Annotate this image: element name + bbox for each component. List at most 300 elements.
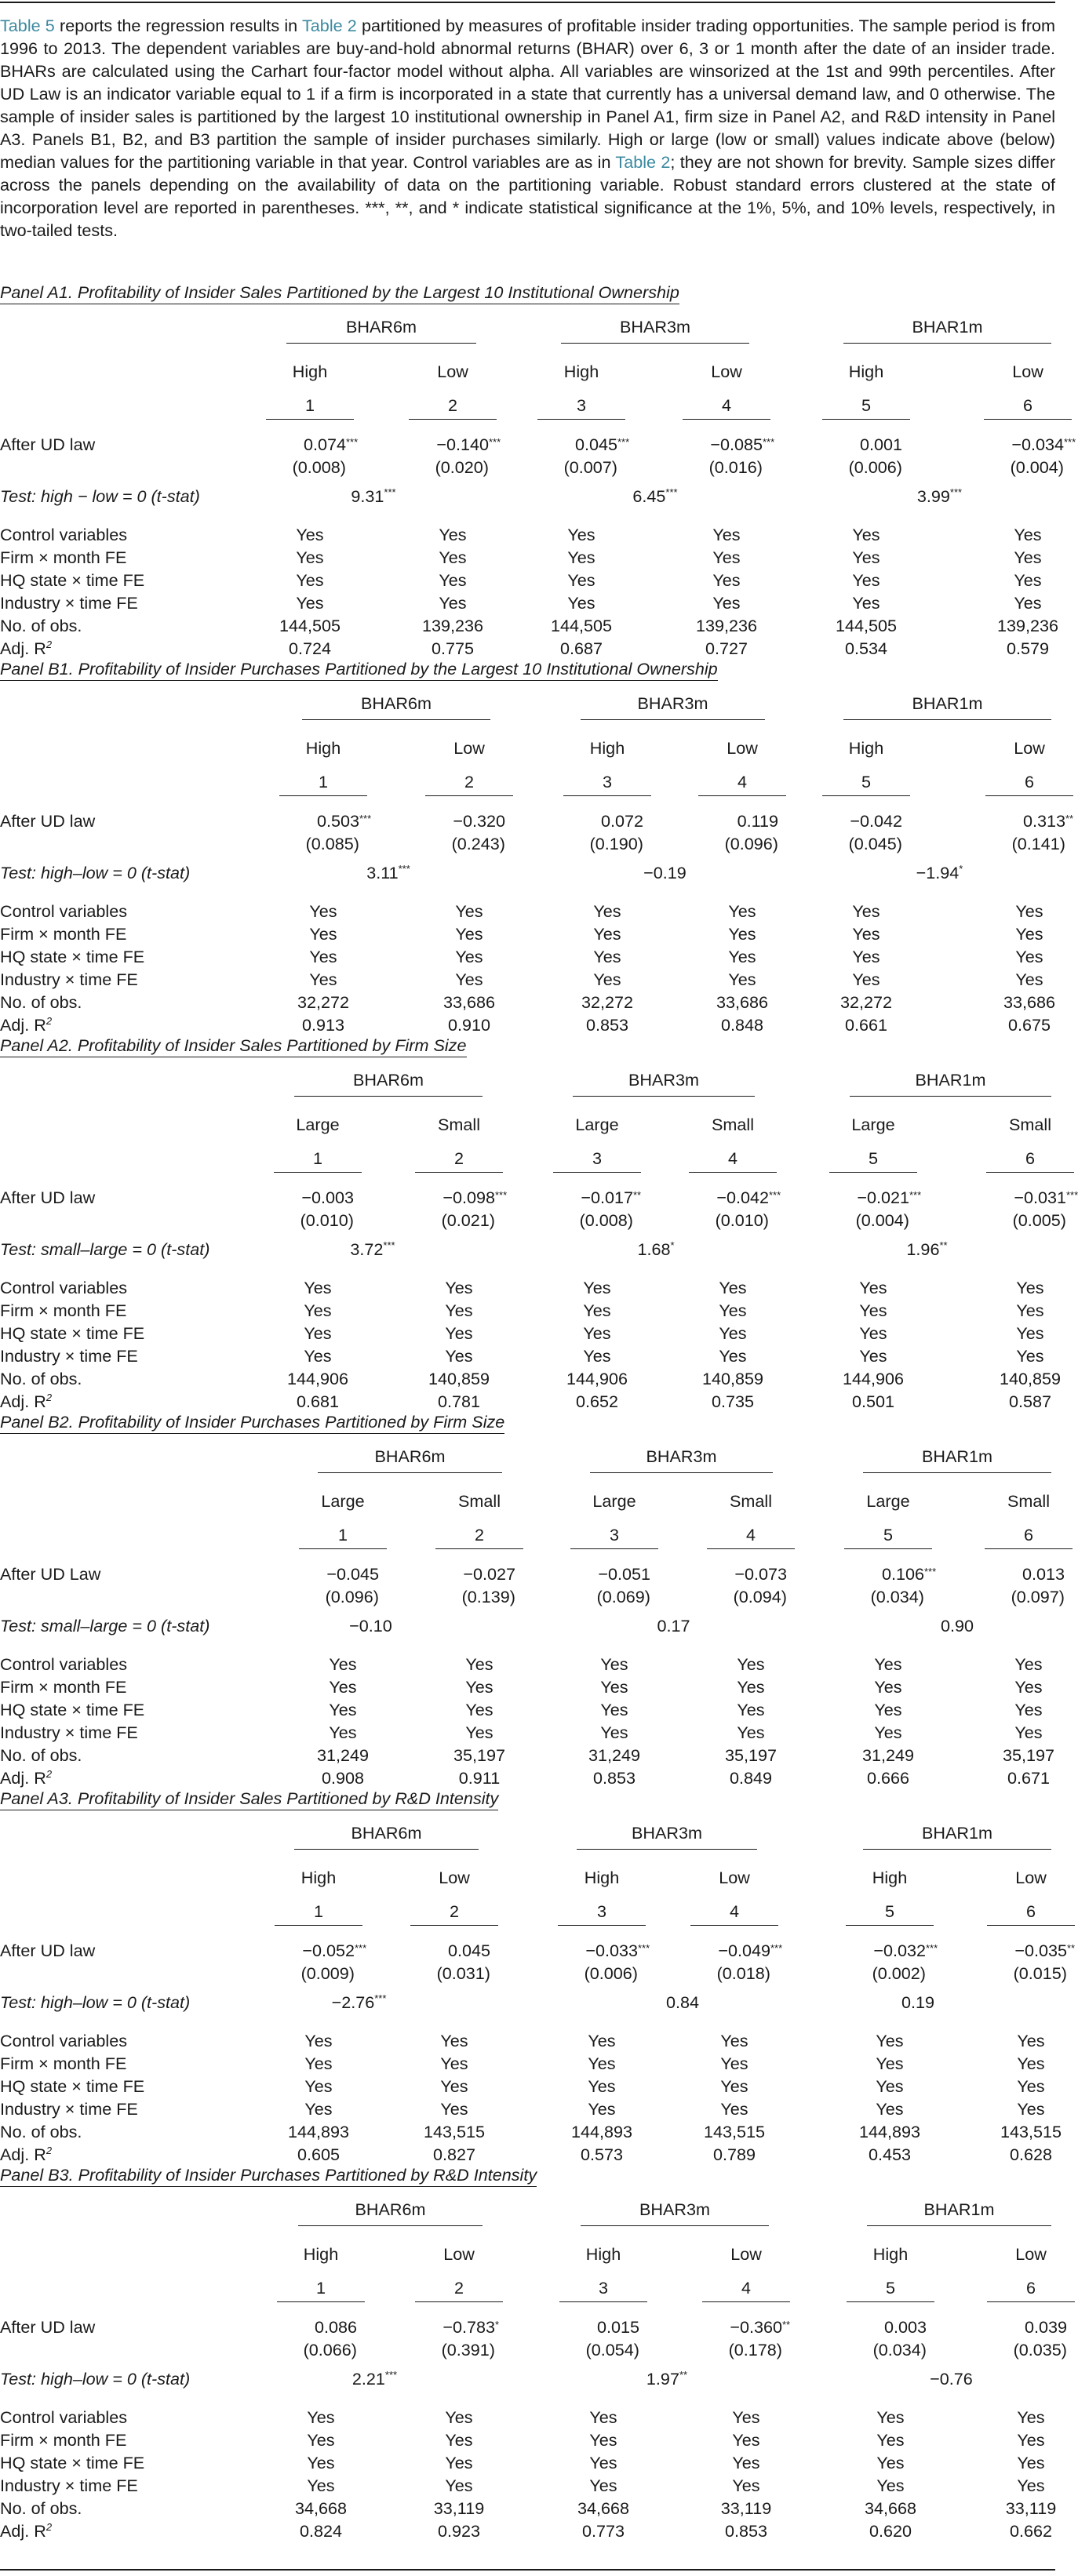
test-significance-stars: *** xyxy=(383,1239,395,1251)
column-number-rule xyxy=(274,1172,362,1173)
column-subheader: High xyxy=(584,1868,620,1887)
coefficient-value: −0.073 xyxy=(734,1564,787,1584)
row-label: HQ state × time FE xyxy=(0,2453,145,2472)
coefficient-value: 0.074 xyxy=(303,435,346,454)
coefficient-cell: −0.042 *** xyxy=(716,1188,781,1207)
group-rule xyxy=(294,1849,479,1850)
coefficient-cell xyxy=(597,2317,639,2338)
column-number-rule xyxy=(987,2301,1075,2302)
coefficient-cell: −0.033 *** xyxy=(585,1941,650,1960)
row-label xyxy=(0,2521,52,2541)
coefficient-cell xyxy=(860,435,902,455)
observations-cell: 144,505 xyxy=(550,616,613,635)
yes-cell: Yes xyxy=(567,525,595,544)
yes-cell: Yes xyxy=(874,1723,902,1742)
test-statistic xyxy=(646,2369,687,2389)
coefficient-cell: −0.052 *** xyxy=(302,1941,367,1960)
column-group-header: BHAR3m xyxy=(637,693,708,713)
coefficient-value: −0.051 xyxy=(598,1564,650,1584)
test-statistic-value: 3.72 xyxy=(350,1239,384,1259)
coefficient-value: −0.360 xyxy=(730,2317,782,2337)
row-label: Industry × time FE xyxy=(0,2476,138,2495)
standard-error-cell: (0.005) xyxy=(1012,1210,1066,1230)
yes-cell: Yes xyxy=(1015,901,1043,921)
test-statistic xyxy=(657,1616,690,1636)
column-number: 6 xyxy=(1024,772,1035,791)
yes-cell: Yes xyxy=(1014,1677,1043,1697)
group-rule xyxy=(863,1849,1051,1850)
test-statistic-value: −0.76 xyxy=(930,2369,973,2389)
adj-r2-cell: 0.773 xyxy=(581,2521,625,2541)
adj-r2-cell: 0.910 xyxy=(447,1015,491,1035)
observations-cell: 143,515 xyxy=(703,2122,766,2141)
r2-superscript: 2 xyxy=(46,1014,53,1027)
observations-cell: 32,272 xyxy=(297,992,350,1012)
group-rule xyxy=(843,343,1051,344)
column-number-rule xyxy=(702,2301,790,2302)
observations-cell: 33,119 xyxy=(720,2498,772,2518)
column-number: 5 xyxy=(861,395,872,415)
yes-cell: Yes xyxy=(304,1278,332,1297)
row-label: Control variables xyxy=(0,2031,128,2050)
yes-cell: Yes xyxy=(1017,2099,1045,2119)
yes-cell: Yes xyxy=(588,2099,616,2119)
column-subheader: Low xyxy=(443,2244,475,2264)
column-subheader: Low xyxy=(1012,362,1043,381)
test-label: Test: high–low = 0 (t-stat) xyxy=(0,863,191,882)
coefficient-value: 0.313 xyxy=(1022,811,1065,831)
column-number: 4 xyxy=(737,772,748,791)
yes-cell: Yes xyxy=(307,2476,335,2495)
coefficient-value: 0.003 xyxy=(883,2317,927,2337)
r2-superscript: 2 xyxy=(46,1391,53,1403)
observations-cell: 33,686 xyxy=(442,992,496,1012)
test-statistic-value: 0.84 xyxy=(665,1992,700,2012)
coefficient-cell xyxy=(463,1564,515,1585)
column-number-rule xyxy=(266,419,354,420)
observations-cell: 144,906 xyxy=(566,1369,628,1388)
table2-link[interactable]: Table 2 xyxy=(615,152,671,172)
coefficient-value: −0.085 xyxy=(710,435,763,454)
test-label: Test: small–large = 0 (t-stat) xyxy=(0,1616,210,1635)
row-label: HQ state × time FE xyxy=(0,1323,145,1343)
column-subheader: High xyxy=(563,362,599,381)
adj-r2-cell: 0.661 xyxy=(844,1015,888,1035)
adj-r2-cell: 0.789 xyxy=(712,2145,756,2164)
column-number: 6 xyxy=(1025,2278,1036,2298)
yes-cell: Yes xyxy=(465,1723,493,1742)
yes-cell: Yes xyxy=(593,901,621,921)
variable-label: After UD Law xyxy=(0,1564,101,1584)
r2-superscript: 2 xyxy=(46,2144,53,2156)
standard-error-cell: (0.054) xyxy=(585,2340,639,2360)
coefficient-cell xyxy=(301,1188,354,1208)
test-statistic-value: 3.99 xyxy=(916,486,950,506)
coefficient-value: −0.032 xyxy=(873,1941,926,1960)
standard-error-cell: (0.008) xyxy=(579,1210,633,1230)
coefficient-cell xyxy=(884,2317,927,2338)
column-number: 2 xyxy=(449,1901,460,1921)
yes-cell: Yes xyxy=(309,970,337,989)
top-rule xyxy=(0,2,1055,3)
coefficient-cell xyxy=(1025,2317,1067,2338)
column-number-rule xyxy=(435,1548,523,1549)
yes-cell: Yes xyxy=(876,2076,904,2096)
table-caption xyxy=(0,14,1055,242)
yes-cell: Yes xyxy=(296,548,324,567)
column-subheader: Low xyxy=(453,738,485,758)
adj-r2-cell: 0.853 xyxy=(592,1768,636,1788)
column-number-rule xyxy=(415,1172,503,1173)
variable-label: After UD law xyxy=(0,435,96,454)
row-label: Control variables xyxy=(0,1278,128,1297)
row-label: No. of obs. xyxy=(0,2122,82,2141)
column-number: 4 xyxy=(727,1148,738,1168)
test-significance-stars: *** xyxy=(665,486,678,498)
coefficient-value: −0.783 xyxy=(442,2317,495,2337)
standard-error-cell: (0.045) xyxy=(848,834,902,853)
standard-error-cell: (0.009) xyxy=(300,1963,355,1983)
column-number-rule xyxy=(277,2301,365,2302)
test-statistic-value: 0.90 xyxy=(940,1616,974,1635)
row-label: Firm × month FE xyxy=(0,1301,127,1320)
yes-cell: Yes xyxy=(455,924,483,944)
adj-r2-label: Adj. R xyxy=(0,1768,46,1788)
yes-cell: Yes xyxy=(876,2407,905,2427)
yes-cell: Yes xyxy=(304,2031,333,2050)
test-statistic-value: −1.94 xyxy=(916,863,960,882)
column-subheader: Low xyxy=(437,362,468,381)
column-subheader: Small xyxy=(1007,1491,1050,1511)
yes-cell: Yes xyxy=(309,947,337,966)
yes-cell: Yes xyxy=(720,2031,748,2050)
yes-cell: Yes xyxy=(329,1677,357,1697)
column-subheader: Large xyxy=(575,1115,619,1134)
column-group-header: BHAR1m xyxy=(922,1446,992,1466)
group-rule xyxy=(867,2225,1051,2226)
column-number: 4 xyxy=(741,2278,752,2298)
coefficient-cell: −0.031 *** xyxy=(1014,1188,1078,1207)
yes-cell: Yes xyxy=(465,1700,493,1719)
standard-error-cell: (0.097) xyxy=(1011,1587,1065,1606)
coefficient-value: −0.033 xyxy=(585,1941,638,1960)
column-subheader: High xyxy=(303,2244,339,2264)
coefficient-cell xyxy=(737,811,778,831)
group-rule xyxy=(294,1096,483,1097)
test-statistic xyxy=(901,1992,934,2013)
column-number-rule xyxy=(689,1172,777,1173)
yes-cell: Yes xyxy=(583,1346,611,1366)
yes-cell: Yes xyxy=(567,570,595,590)
yes-cell: Yes xyxy=(859,1301,887,1320)
standard-error-cell: (0.007) xyxy=(563,457,617,477)
column-subheader: High xyxy=(292,362,328,381)
standard-error-cell: (0.141) xyxy=(1011,834,1065,853)
variable-label: After UD law xyxy=(0,2317,96,2337)
yes-cell: Yes xyxy=(583,1301,611,1320)
standard-error-cell: (0.190) xyxy=(589,834,643,853)
standard-error-cell: (0.094) xyxy=(733,1587,787,1606)
column-number: 5 xyxy=(883,1525,894,1545)
standard-error-cell: (0.008) xyxy=(292,457,346,477)
coefficient-value: 0.106 xyxy=(881,1564,924,1584)
column-number-rule xyxy=(985,795,1073,796)
observations-cell: 144,906 xyxy=(842,1369,905,1388)
adj-r2-label: Adj. R xyxy=(0,2145,46,2164)
yes-cell: Yes xyxy=(296,570,324,590)
test-statistic xyxy=(351,486,395,507)
adj-r2-cell: 0.671 xyxy=(1007,1768,1051,1788)
table2-link[interactable]: Table 2 xyxy=(302,16,357,35)
yes-cell: Yes xyxy=(589,2430,617,2450)
standard-error-cell: (0.391) xyxy=(441,2340,495,2360)
column-subheader: Small xyxy=(1009,1115,1051,1134)
group-rule xyxy=(850,1096,1051,1097)
column-subheader: Low xyxy=(727,738,758,758)
yes-cell: Yes xyxy=(874,1677,902,1697)
adj-r2-cell: 0.652 xyxy=(575,1392,619,1411)
column-group-header: BHAR1m xyxy=(915,1070,986,1090)
coefficient-value: −0.035 xyxy=(1014,1941,1067,1960)
coefficient-cell: 0.313 ** xyxy=(1022,811,1074,831)
panel-title: Panel A1. Profitability of Insider Sales Partitioned by the Largest 10 Institutional Ownership xyxy=(0,282,679,304)
observations-cell: 33,686 xyxy=(716,992,769,1012)
column-number: 3 xyxy=(592,1148,603,1168)
adj-r2-cell: 0.662 xyxy=(1009,2521,1053,2541)
test-significance-stars: *** xyxy=(949,486,963,498)
row-label xyxy=(0,1768,52,1788)
column-number-rule xyxy=(690,1925,778,1926)
adj-r2-cell: 0.913 xyxy=(301,1015,345,1035)
yes-cell: Yes xyxy=(859,1346,887,1366)
standard-error-cell: (0.085) xyxy=(305,834,359,853)
yes-cell: Yes xyxy=(720,2054,748,2073)
column-number-rule xyxy=(846,1925,934,1926)
standard-error-cell: (0.006) xyxy=(584,1963,638,1983)
yes-cell: Yes xyxy=(732,2453,760,2472)
coefficient-value: −0.027 xyxy=(463,1564,515,1584)
standard-error-cell: (0.020) xyxy=(435,457,489,477)
column-subheader: Large xyxy=(296,1115,340,1134)
column-number: 4 xyxy=(729,1901,740,1921)
observations-cell: 33,119 xyxy=(433,2498,485,2518)
yes-cell: Yes xyxy=(874,1654,902,1674)
yes-cell: Yes xyxy=(309,901,337,921)
observations-cell: 140,859 xyxy=(428,1369,490,1388)
yes-cell: Yes xyxy=(1017,2430,1045,2450)
group-rule xyxy=(286,343,476,344)
column-number-rule xyxy=(563,795,651,796)
yes-cell: Yes xyxy=(876,2430,905,2450)
adj-r2-cell: 0.908 xyxy=(321,1768,365,1788)
column-subheader: High xyxy=(305,738,341,758)
coefficient-value: −0.017 xyxy=(581,1188,633,1207)
column-subheader: Low xyxy=(719,1868,750,1887)
test-statistic xyxy=(930,2369,973,2389)
yes-cell: Yes xyxy=(1014,1723,1043,1742)
observations-cell: 31,249 xyxy=(861,1745,915,1765)
column-number: 1 xyxy=(315,2278,326,2298)
test-statistic-value: 6.45 xyxy=(632,486,666,506)
yes-cell: Yes xyxy=(728,924,756,944)
coefficient-cell xyxy=(315,2317,357,2338)
yes-cell: Yes xyxy=(859,1323,887,1343)
column-number-rule xyxy=(822,795,910,796)
group-rule xyxy=(577,1849,757,1850)
column-number: 5 xyxy=(884,1901,895,1921)
panel-title: Panel A3. Profitability of Insider Sales Partitioned by R&D Intensity xyxy=(0,1788,498,1810)
coefficient-cell xyxy=(850,811,902,831)
test-statistic xyxy=(666,1992,699,2013)
row-label: Control variables xyxy=(0,1654,128,1674)
column-number: 4 xyxy=(721,395,732,415)
caption-text-b: partitioned by measures of profitable insider trading opportunities. The sample period is from 1996 to 2013. The dependent variables are buy-and-hold abnormal returns (BHAR) over 6, 3 or 1 month after the date of an insider trade. BHARs are calculated using the Carhart four-factor model without alpha. All variables are winsorized at the 1st and 99th percentiles. After UD Law is an indicator variable equal to 1 if a firm is incorporated in a state that currently has a universal demand law, and 0 otherwise. The sample of insider sales is partitioned by the largest 10 institutional ownership in Panel A1, firm size in Panel A2, and R&D intensity in Panel A3. Panels B1, B2, and B3 partition the sample of insider purchases similarly. High or large (low or small) values indicate above (below) median values for the partitioning variable in that year. Control variables are as in xyxy=(0,16,1056,172)
adj-r2-cell: 0.628 xyxy=(1009,2145,1053,2164)
column-number-rule xyxy=(847,2301,934,2302)
yes-cell: Yes xyxy=(719,1323,747,1343)
adj-r2-cell: 0.573 xyxy=(580,2145,624,2164)
yes-cell: Yes xyxy=(728,947,756,966)
yes-cell: Yes xyxy=(859,1278,887,1297)
column-group-header: BHAR3m xyxy=(628,1070,699,1090)
yes-cell: Yes xyxy=(589,2476,617,2495)
group-rule xyxy=(863,1472,1051,1473)
column-subheader: High xyxy=(848,738,884,758)
yes-cell: Yes xyxy=(445,1346,473,1366)
test-significance-stars: *** xyxy=(384,486,396,498)
yes-cell: Yes xyxy=(876,2476,905,2495)
yes-cell: Yes xyxy=(465,1654,493,1674)
observations-cell: 33,119 xyxy=(1005,2498,1057,2518)
coefficient-cell xyxy=(448,1941,490,1961)
column-group-header: BHAR3m xyxy=(639,2199,710,2219)
column-number-rule xyxy=(415,2301,503,2302)
column-group-header: BHAR1m xyxy=(912,317,983,337)
column-number: 1 xyxy=(312,1148,323,1168)
test-statistic-value: 1.97 xyxy=(646,2369,679,2389)
column-group-header: BHAR6m xyxy=(374,1446,446,1466)
adj-r2-label: Adj. R xyxy=(0,1392,46,1411)
yes-cell: Yes xyxy=(1017,2031,1045,2050)
yes-cell: Yes xyxy=(712,570,741,590)
yes-cell: Yes xyxy=(876,2453,905,2472)
coefficient-cell: −0.035 ** xyxy=(1014,1941,1076,1960)
yes-cell: Yes xyxy=(1017,2076,1045,2096)
yes-cell: Yes xyxy=(852,970,880,989)
column-number-rule xyxy=(279,795,367,796)
group-rule xyxy=(590,1472,773,1473)
test-significance-stars: *** xyxy=(374,1992,387,2004)
test-statistic-value: 1.96 xyxy=(906,1239,940,1259)
column-number-rule xyxy=(683,419,770,420)
column-number: 1 xyxy=(337,1525,348,1545)
adj-r2-cell: 0.620 xyxy=(869,2521,912,2541)
yes-cell: Yes xyxy=(1014,570,1042,590)
yes-cell: Yes xyxy=(1014,525,1042,544)
yes-cell: Yes xyxy=(1016,1346,1044,1366)
yes-cell: Yes xyxy=(737,1723,765,1742)
column-subheader: Large xyxy=(866,1491,910,1511)
yes-cell: Yes xyxy=(304,1346,332,1366)
test-statistic-value: −2.76 xyxy=(331,1992,375,2012)
observations-cell: 35,197 xyxy=(724,1745,778,1765)
column-number: 6 xyxy=(1023,1525,1034,1545)
yes-cell: Yes xyxy=(1017,2054,1045,2073)
coefficient-value: 0.045 xyxy=(574,435,617,454)
yes-cell: Yes xyxy=(589,2407,617,2427)
caption-text-a: reports the regression results in xyxy=(54,16,302,35)
column-group-header: BHAR6m xyxy=(346,317,417,337)
test-statistic-value: 1.68 xyxy=(637,1239,671,1259)
coefficient-value: −0.031 xyxy=(1014,1188,1066,1207)
standard-error-cell: (0.010) xyxy=(715,1210,769,1230)
test-statistic-value: 9.31 xyxy=(351,486,384,506)
yes-cell: Yes xyxy=(304,1301,332,1320)
column-subheader: High xyxy=(300,1868,337,1887)
adj-r2-cell: 0.666 xyxy=(866,1768,910,1788)
column-subheader: Small xyxy=(438,1115,480,1134)
test-statistic xyxy=(349,1616,392,1636)
adj-r2-label: Adj. R xyxy=(0,1015,46,1035)
test-significance-stars: ** xyxy=(939,1239,948,1251)
panel-title: Panel A2. Profitability of Insider Sales Partitioned by Firm Size xyxy=(0,1035,467,1057)
column-subheader: High xyxy=(589,738,625,758)
yes-cell: Yes xyxy=(296,593,324,613)
column-number-rule xyxy=(829,1172,917,1173)
yes-cell: Yes xyxy=(1014,548,1042,567)
standard-error-cell: (0.016) xyxy=(708,457,763,477)
panel-title: Panel B1. Profitability of Insider Purchases Partitioned by the Largest 10 Institutional Ownership xyxy=(0,659,718,681)
caption-text-c: ; they are not shown for brevity. Sample sizes differ across the panels depending on the availability of data on the partitioning variable. Robust standard errors clustered at the state of incorporation level are reported in parentheses. ***, **, and * indicate statistical significance at the 1%, 5%, and 10% levels, respectively, in two-tailed tests. xyxy=(0,152,1056,240)
column-number-rule xyxy=(410,1925,498,1926)
yes-cell: Yes xyxy=(455,970,483,989)
yes-cell: Yes xyxy=(567,548,595,567)
test-statistic-value: 2.21 xyxy=(351,2369,385,2389)
column-group-header: BHAR6m xyxy=(351,1823,422,1843)
row-label: Industry × time FE xyxy=(0,1346,138,1366)
standard-error-cell: (0.004) xyxy=(855,1210,909,1230)
standard-error-cell: (0.004) xyxy=(1010,457,1064,477)
column-number-rule xyxy=(985,1548,1073,1549)
yes-cell: Yes xyxy=(593,970,621,989)
coefficient-cell xyxy=(598,1564,650,1585)
row-label: Control variables xyxy=(0,525,128,544)
column-number-rule xyxy=(559,2301,647,2302)
column-subheader: Low xyxy=(1015,1868,1047,1887)
test-statistic xyxy=(906,1239,947,1260)
column-number: 4 xyxy=(745,1525,756,1545)
column-number: 3 xyxy=(598,2278,609,2298)
yes-cell: Yes xyxy=(439,570,467,590)
column-number: 1 xyxy=(318,772,329,791)
adj-r2-cell: 0.675 xyxy=(1007,1015,1051,1035)
yes-cell: Yes xyxy=(445,2453,473,2472)
yes-cell: Yes xyxy=(588,2076,616,2096)
column-number: 5 xyxy=(861,772,872,791)
yes-cell: Yes xyxy=(589,2453,617,2472)
standard-error-cell: (0.018) xyxy=(716,1963,770,1983)
column-number: 2 xyxy=(447,395,458,415)
yes-cell: Yes xyxy=(876,2054,904,2073)
yes-cell: Yes xyxy=(1014,593,1042,613)
table5-link[interactable]: Table 5 xyxy=(0,16,55,35)
yes-cell: Yes xyxy=(439,548,467,567)
row-label: Industry × time FE xyxy=(0,2099,138,2119)
adj-r2-cell: 0.501 xyxy=(851,1392,895,1411)
yes-cell: Yes xyxy=(309,924,337,944)
coefficient-value: −0.003 xyxy=(301,1188,354,1207)
test-label: Test: high–low = 0 (t-stat) xyxy=(0,2369,191,2389)
